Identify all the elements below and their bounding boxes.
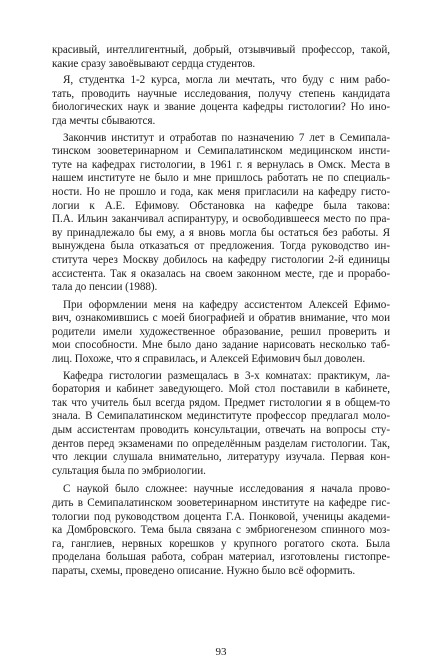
- text-line: П.А. Ильин заканчивал аспирантуру, и освободившееся место по пра-: [52, 213, 390, 226]
- text-line: ву принадлежало бы ему, а я вновь могла бы остаться без работы. Я: [52, 226, 390, 239]
- text-line: биологических наук и звание доцента кафедры гистологии? Но ино-: [52, 101, 390, 114]
- text-line: вич, ознакомившись с моей биографией и обратив внимание, что мои: [52, 312, 390, 325]
- text-line: га, ганглиев, нервных корешков у крупного рогатого скота. Была: [52, 537, 390, 550]
- text-line: ности. Но не прошло и года, как меня пригласили на кафедру гисто-: [52, 185, 390, 198]
- text-line: ститута через Москву добилось на кафедру гистологии 2-й единицы: [52, 253, 390, 266]
- text-line: тать, проводить научные исследования, получу степень кандидата: [52, 87, 390, 100]
- text-line: тологии под руководством доцента Г.А. Понковой, ученицы академи-: [52, 510, 390, 523]
- text-line: боратория и кабинет заведующего. Мой стол поставили в кабинете,: [52, 383, 390, 396]
- text-line: тинском зооветеринарном и Семипалатинском медицинском инсти-: [52, 145, 390, 158]
- text-line: дым ассистентам проводить консультации, отвечать на вопросы сту-: [52, 424, 390, 437]
- text-line: вынуждена была отказаться от предложения. Тогда руководство ин-: [52, 240, 390, 253]
- paragraph: [52, 44, 390, 71]
- text-line: С наукой было сложнее: научные исследования я начала прово-: [63, 483, 390, 496]
- text-line: проделана большая работа, собран материал, изготовлены гистопре-: [52, 551, 390, 564]
- text-line: параты, схемы, проведено описание. Нужно было всё оформить.: [52, 564, 356, 577]
- paragraph: [52, 132, 390, 295]
- text-line: Кафедра гистологии размещалась в 3-х комнатах: практикум, ла-: [63, 369, 390, 382]
- text-line: ка Домбровского. Тема была связана с эмбриогенезом спинного моз-: [52, 524, 390, 537]
- text-line: родители имели художественное образование, решил проверить и: [52, 325, 390, 338]
- book-page: [52, 44, 390, 658]
- text-line: тала до пенсии (1988).: [52, 281, 158, 294]
- text-line: какие сразу завоёвывают сердца студентов.: [52, 57, 256, 70]
- text-line: сультация была по эмбриологии.: [52, 464, 206, 477]
- page-number: 93: [215, 646, 227, 658]
- text-line: дить в Семипалатинском зооветеринарном институте на кафедре гис-: [52, 497, 390, 509]
- text-line: мои способности. Мне было дано задание нарисовать несколько таб-: [52, 339, 390, 352]
- page-body-text: [52, 44, 390, 579]
- text-line: дентов перед экзаменами по определённым разделам гистологии. Так,: [52, 437, 390, 450]
- text-line: Я, студентка 1-2 курса, могла ли мечтать, что буду с ним рабо-: [63, 74, 390, 87]
- paragraph: [52, 370, 390, 479]
- text-line: что лекции слушала внимательно, литературу изучала. Первая кон-: [52, 451, 390, 464]
- text-line: лиц. Похоже, что я справилась, и Алексей Ефимович был доволен.: [52, 353, 366, 366]
- paragraph: [52, 299, 390, 367]
- paragraph: [52, 483, 390, 578]
- text-line: гда мечты сбываются.: [52, 114, 156, 127]
- text-line: знала. В Семипалатинском мединституте профессор предлагал моло-: [52, 410, 390, 423]
- paragraph: [52, 74, 390, 128]
- text-line: ассистента. Так я оказалась на своем законном месте, где и прорабо-: [52, 267, 390, 280]
- text-line: нашем институте не было и мне пришлось работать не по специаль-: [52, 172, 390, 185]
- text-line: туте на кафедрах гистологии, в 1961 г. я вернулась в Омск. Места в: [52, 158, 390, 171]
- text-line: так что учитель был всегда рядом. Предмет гистологии я в общем-то: [52, 396, 390, 409]
- text-line: Закончив институт и отработав по назначению 7 лет в Семипала-: [63, 131, 390, 144]
- text-line: красивый, интеллигентный, добрый, отзывчивый профессор, такой,: [52, 44, 390, 56]
- text-line: логии к А.Е. Ефимову. Обстановка на кафедре была такова:: [52, 199, 390, 212]
- text-line: При оформлении меня на кафедру ассистентом Алексей Ефимо-: [63, 298, 390, 311]
